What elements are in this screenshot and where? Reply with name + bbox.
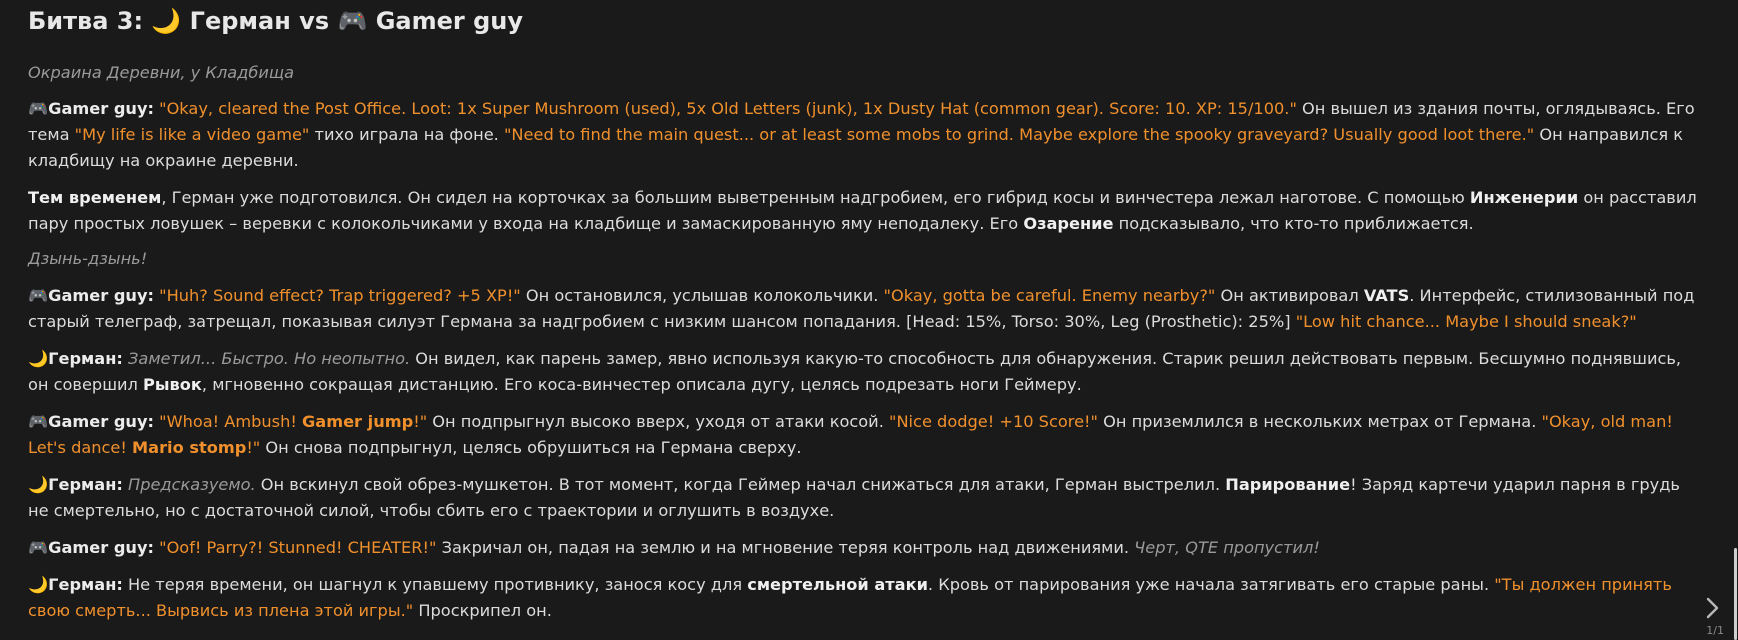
speaker-herman: Герман: [48,475,123,494]
quote: "Huh? Sound effect? Trap triggered? +5 XP!" [159,286,521,305]
thought: Заметил... Быстро. Но неопытно. [128,349,411,368]
quote: "Ты должен принять свою смерть... Вырвись из плена этой игры." [28,575,1672,620]
quote: "Need to find the main quest... or at least some mobs to grind. Maybe explore the spooky graveyard? Usually good loot there." [503,125,1535,144]
moon-icon: 🌙 [151,7,182,35]
gamepad-icon: 🎮 [337,7,368,35]
paragraph-herman-3: 🌙Герман: Не теряя времени, он шагнул к упавшему противнику, занося косу для смертельной атаки. Кровь от парирования уже начала затягивать его старые раны. "Ты должен принять свою смерть... Вырвись из плена этой игры." Проскрипел он. [28,575,1672,620]
paragraph-herman-1: 🌙Герман: Заметил... Быстро. Но неопытно. Он видел, как парень замер, явно используя какую-то способность для обнаружения. Старик решил действовать первым. Бесшумно поднявшись, он совершил Рывок, мгновенно сокращая дистанцию. Его коса-винчестер описала дугу, целясь подрезать ноги Геймеру. [28,349,1682,394]
paragraph-gamer-2: 🎮Gamer guy: "Huh? Sound effect? Trap triggered? +5 XP!" Он остановился, услышав колокольчики. "Okay, gotta be careful. Enemy nearby?" Он активировал VATS. Интерфейс, стилизованный под старый телеграф, затрещал, показывая силуэт Германа за надгробием с низким шансом попадания. [Head: 15%, Torso: 30%, Leg (Prosthetic): 25%] "Low hit chance... Maybe I should sneak?" [28,286,1695,331]
speaker-gamer: Gamer guy: [48,538,154,557]
paragraph-gamer-1: 🎮Gamer guy: "Okay, cleared the Post Office. Loot: 1x Super Mushroom (used), 5x Old Letters (junk), 1x Dusty Hat (common gear). Score: 10. XP: 15/100." Он вышел из здания почты, оглядываясь. Его тема "My life is like a video game" тихо играла на фоне. "Need to find the main quest... or at least some mobs to grind. Maybe explore the spooky graveyard? Usually good loot there." Он направился к кладбищу на окраине деревни. [28,99,1695,170]
gamepad-icon: 🎮 [28,412,49,431]
quote: "Okay, gotta be careful. Enemy nearby?" [883,286,1216,305]
moon-icon: 🌙 [28,475,49,494]
gamepad-icon: 🎮 [28,286,49,305]
paragraph-narration-1: Тем временем, Герман уже подготовился. Он сидел на корточках за большим выветренным надгробием, его гибрид косы и винчестера лежал наготове. С помощью Инженерии он расставил пару простых ловушек – веревки с колокольчиками у входа на кладбище и замаскированную яму неподалеку. Его Озарение подсказывало, что кто-то приближается. [28,188,1697,233]
chevron-right-icon [1700,596,1724,620]
quote: "Oof! Parry?! Stunned! CHEATER!" [159,538,437,557]
quote: "My life is like a video game" [74,125,310,144]
quote: "Nice dodge! +10 Score!" [889,412,1098,431]
quote: "Okay, old man! Let's dance! Mario stomp!" [28,412,1673,457]
speaker-herman: Герман: [48,575,123,594]
speaker-gamer: Gamer guy: [48,286,154,305]
quote: "Whoa! Ambush! Gamer jump!" [159,412,428,431]
speaker-gamer: Gamer guy: [48,99,154,118]
gamepad-icon: 🎮 [28,538,49,557]
quote: "Okay, cleared the Post Office. Loot: 1x Super Mushroom (used), 5x Old Letters (junk), 1x Dusty Hat (common gear). Score: 10. XP: 15/100." [159,99,1297,118]
sound-effect: Дзынь-дзынь! [28,249,148,268]
battle-title: Битва 3: 🌙 Герман vs 🎮 Gamer guy [28,7,523,35]
speaker-herman: Герман: [48,349,123,368]
quote: "Low hit chance... Maybe I should sneak?" [1295,312,1637,331]
scrollbar-thumb[interactable] [1734,548,1737,640]
scrollbar[interactable] [1732,0,1738,640]
chevron-right-icon[interactable] [1700,596,1724,620]
paragraph-gamer-3: 🎮Gamer guy: "Whoa! Ambush! Gamer jump!" Он подпрыгнул высоко вверх, уходя от атаки косой. "Nice dodge! +10 Score!" Он приземлился в нескольких метрах от Германа. "Okay, old man! Let's dance! Mario stomp!" Он снова подпрыгнул, целясь обрушиться на Германа сверху. [28,412,1673,457]
thought: Предсказуемо. [128,475,256,494]
gamepad-icon: 🎮 [28,99,49,118]
speaker-gamer: Gamer guy: [48,412,154,431]
chat-message [28,0,1700,635]
thought: Черт, QTE пропустил! [1134,538,1320,557]
paragraph-gamer-4: 🎮Gamer guy: "Oof! Parry?! Stunned! CHEATER!" Закричал он, падая на землю и на мгновение теряя контроль над движениями. Черт, QTE пропустил! [28,538,1320,557]
swipe-counter: 1/1 [1706,624,1724,637]
moon-icon: 🌙 [28,575,49,594]
paragraph-herman-2: 🌙Герман: Предсказуемо. Он вскинул свой обрез-мушкетон. В тот момент, когда Геймер начал снижаться для атаки, Герман выстрелил. Парирование! Заряд картечи ударил парня в грудь не смертельно, но с достаточной силой, чтобы сбить его с траектории и оглушить в воздухе. [28,475,1680,520]
moon-icon: 🌙 [28,349,49,368]
location-text: Окраина Деревни, у Кладбища [28,63,295,82]
